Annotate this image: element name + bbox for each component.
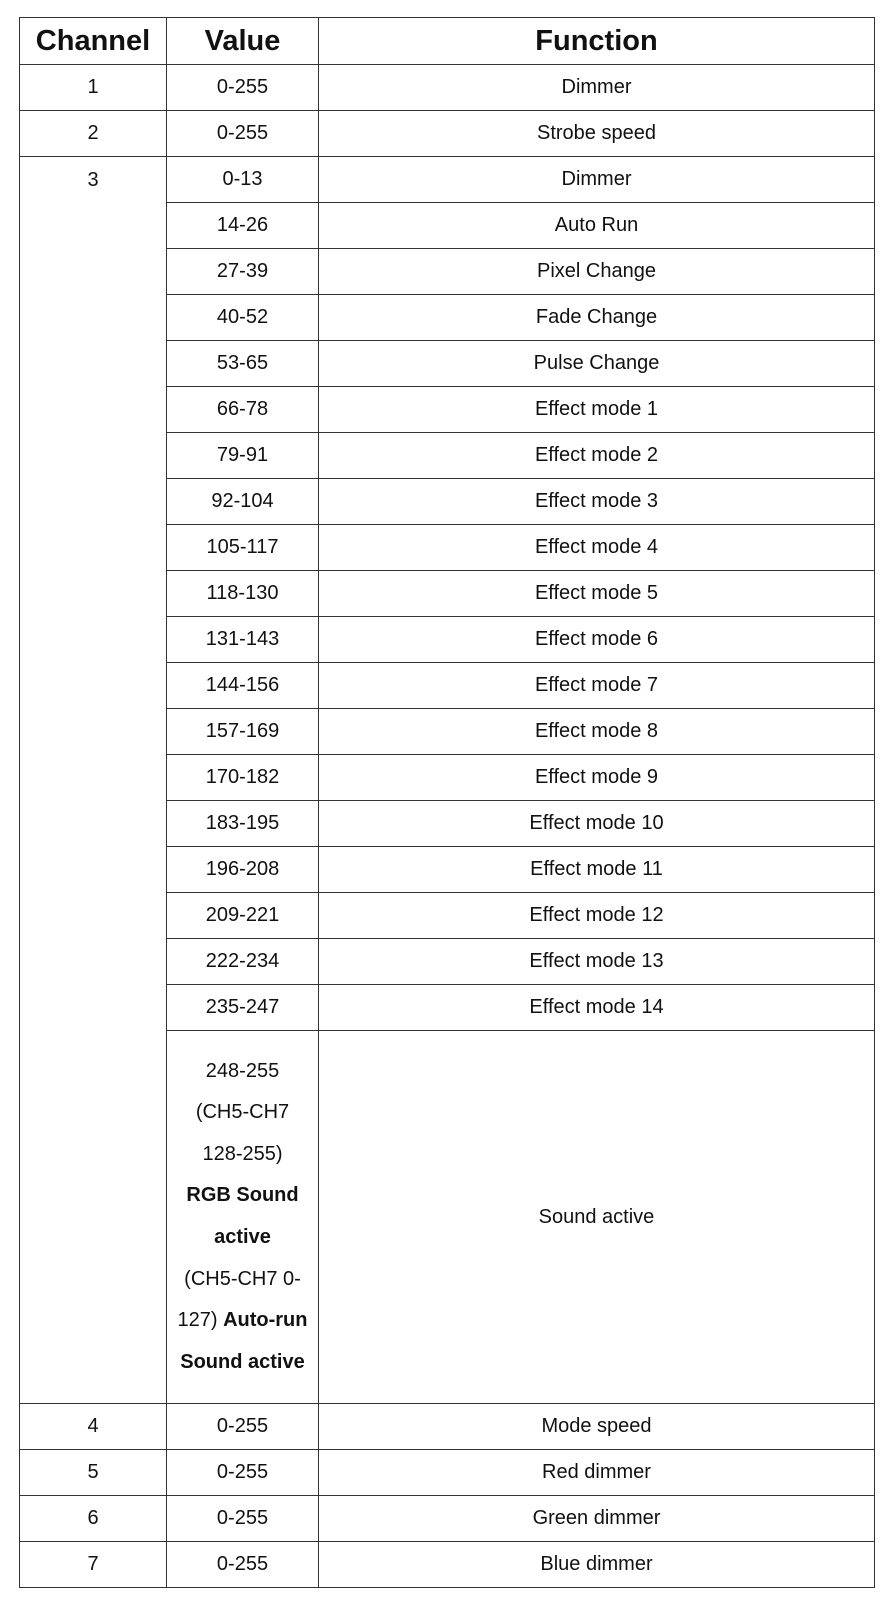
value-cell: 40-52	[167, 295, 319, 341]
function-cell: Effect mode 7	[319, 663, 875, 709]
value-cell: 92-104	[167, 479, 319, 525]
channel-cell: 1	[20, 65, 167, 111]
value-cell: 170-182	[167, 755, 319, 801]
table-row	[20, 1542, 875, 1588]
function-cell: Effect mode 11	[319, 847, 875, 893]
value-cell: 0-255	[167, 1404, 319, 1450]
value-cell: 209-221	[167, 893, 319, 939]
value-cell: 183-195	[167, 801, 319, 847]
value-cell: 0-255	[167, 65, 319, 111]
table-body	[20, 65, 875, 1588]
function-cell: Blue dimmer	[319, 1542, 875, 1588]
function-cell: Sound active	[319, 1031, 875, 1404]
function-cell: Fade Change	[319, 295, 875, 341]
header-function: Function	[319, 18, 875, 65]
value-cell: 222-234	[167, 939, 319, 985]
value-cell: 157-169	[167, 709, 319, 755]
header-row	[20, 18, 875, 65]
value-cell: 0-255	[167, 111, 319, 157]
function-cell: Effect mode 9	[319, 755, 875, 801]
function-cell: Effect mode 10	[319, 801, 875, 847]
value-label-autorun-sound: Auto-run Sound active	[180, 1309, 308, 1373]
value-cell: 0-255	[167, 1450, 319, 1496]
function-cell: Effect mode 6	[319, 617, 875, 663]
value-cell: 66-78	[167, 387, 319, 433]
value-cell: 235-247	[167, 985, 319, 1031]
table-row	[20, 157, 875, 203]
value-cell: 131-143	[167, 617, 319, 663]
value-cell: 196-208	[167, 847, 319, 893]
function-cell: Red dimmer	[319, 1450, 875, 1496]
value-cell-sound	[167, 1031, 319, 1404]
function-cell: Effect mode 14	[319, 985, 875, 1031]
value-cell: 14-26	[167, 203, 319, 249]
table-row	[20, 65, 875, 111]
function-cell: Effect mode 5	[319, 571, 875, 617]
value-cell: 0-255	[167, 1542, 319, 1588]
value-note-autorun: (CH5-CH7 0-127)	[177, 1267, 301, 1332]
function-cell: Effect mode 8	[319, 709, 875, 755]
table-header	[20, 18, 875, 65]
value-cell: 105-117	[167, 525, 319, 571]
channel-cell: 5	[20, 1450, 167, 1496]
value-cell: 27-39	[167, 249, 319, 295]
channel-cell: 2	[20, 111, 167, 157]
function-cell: Effect mode 2	[319, 433, 875, 479]
table-row	[20, 1404, 875, 1450]
function-cell: Strobe speed	[319, 111, 875, 157]
value-cell: 144-156	[167, 663, 319, 709]
function-cell: Effect mode 4	[319, 525, 875, 571]
dmx-channel-table	[19, 17, 875, 1588]
table-row	[20, 1496, 875, 1542]
table-row	[20, 111, 875, 157]
table-row	[20, 1450, 875, 1496]
value-cell: 0-255	[167, 1496, 319, 1542]
header-channel: Channel	[20, 18, 167, 65]
function-cell: Effect mode 13	[319, 939, 875, 985]
function-cell: Effect mode 12	[319, 893, 875, 939]
function-cell: Green dimmer	[319, 1496, 875, 1542]
function-cell: Dimmer	[319, 157, 875, 203]
value-cell: 0-13	[167, 157, 319, 203]
channel-cell: 7	[20, 1542, 167, 1588]
function-cell: Pulse Change	[319, 341, 875, 387]
function-cell: Mode speed	[319, 1404, 875, 1450]
function-cell: Dimmer	[319, 65, 875, 111]
value-range: 248-255	[205, 1059, 280, 1082]
channel-cell: 3	[20, 157, 167, 1404]
value-cell: 118-130	[167, 571, 319, 617]
function-cell: Pixel Change	[319, 249, 875, 295]
value-cell: 53-65	[167, 341, 319, 387]
value-note-rgb: (CH5-CH7 128-255)	[195, 1101, 290, 1165]
value-label-rgb-sound: RGB Sound active	[186, 1184, 299, 1248]
channel-cell: 4	[20, 1404, 167, 1450]
channel-cell: 6	[20, 1496, 167, 1542]
function-cell: Effect mode 3	[319, 479, 875, 525]
header-value: Value	[167, 18, 319, 65]
value-cell: 79-91	[167, 433, 319, 479]
function-cell: Effect mode 1	[319, 387, 875, 433]
function-cell: Auto Run	[319, 203, 875, 249]
